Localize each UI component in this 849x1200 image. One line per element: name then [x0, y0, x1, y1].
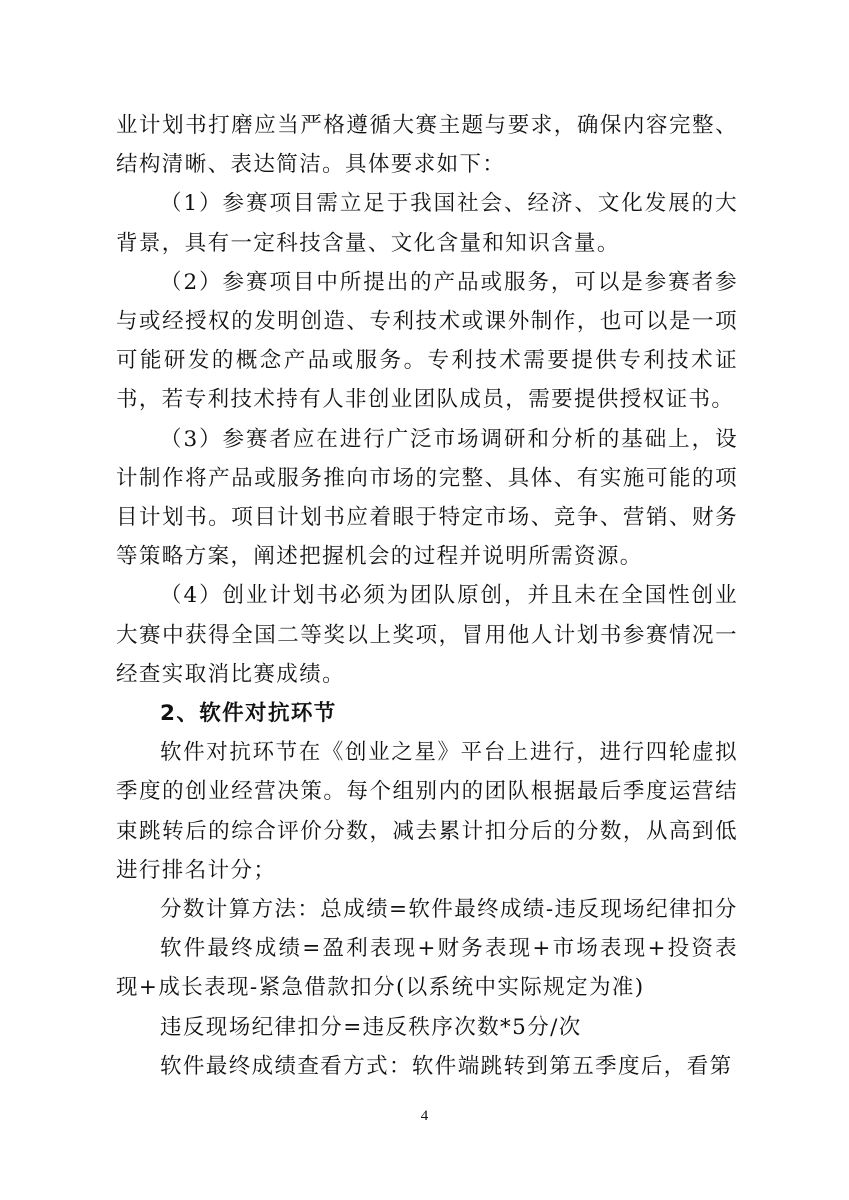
paragraph-requirement-3: （3）参赛者应在进行广泛市场调研和分析的基础上，设计制作将产品或服务推向市场的完整、具体、有实施可能的项目计划书。项目计划书应着眼于特定市场、竞争、营销、财务等策略方案，阐述把握机会的过程并说明所需资源。 [116, 426, 738, 570]
paragraph-score-method: 分数计算方法：总成绩=软件最终成绩-违反现场纪律扣分 [160, 897, 738, 923]
paragraph-requirement-2: （2）参赛项目中所提出的产品或服务，可以是参赛者参与或经授权的发明创造、专利技术或课外制作，也可以是一项可能研发的概念产品或服务。专利技术需要提供专利技术证书，若专利技术持有人非创业团队成员，需要提供授权证书。 [116, 269, 738, 413]
paragraph-software-description: 软件对抗环节在《创业之星》平台上进行，进行四轮虚拟季度的创业经营决策。每个组别内的团队根据最后季度运营结束跳转后的综合评价分数，减去累计扣分后的分数，从高到低进行排名计分； [116, 740, 738, 883]
paragraph-discipline-deduction: 违反现场纪律扣分=违反秩序次数*5分/次 [160, 1014, 582, 1040]
document-body [116, 106, 738, 1086]
paragraph-final-score-formula: 软件最终成绩=盈利表现+财务表现+市场表现+投资表现+成长表现-紧急借款扣分(以系统中实际规定为准) [116, 936, 738, 1001]
paragraph-requirement-1: （1）参赛项目需立足于我国社会、经济、文化发展的大背景，具有一定科技含量、文化含量和知识含量。 [116, 191, 738, 256]
page-number: 4 [420, 1108, 429, 1124]
section-heading-software-competition: 2、软件对抗环节 [160, 701, 337, 727]
paragraph-intro-continued: 业计划书打磨应当严格遵循大赛主题与要求，确保内容完整、结构清晰、表达简洁。具体要求如下： [116, 113, 738, 178]
paragraph-score-viewing: 软件最终成绩查看方式：软件端跳转到第五季度后，看第 [160, 1053, 733, 1079]
paragraph-requirement-4: （4）创业计划书必须为团队原创，并且未在全国性创业大赛中获得全国二等奖以上奖项，冒用他人计划书参赛情况一经查实取消比赛成绩。 [116, 583, 738, 687]
